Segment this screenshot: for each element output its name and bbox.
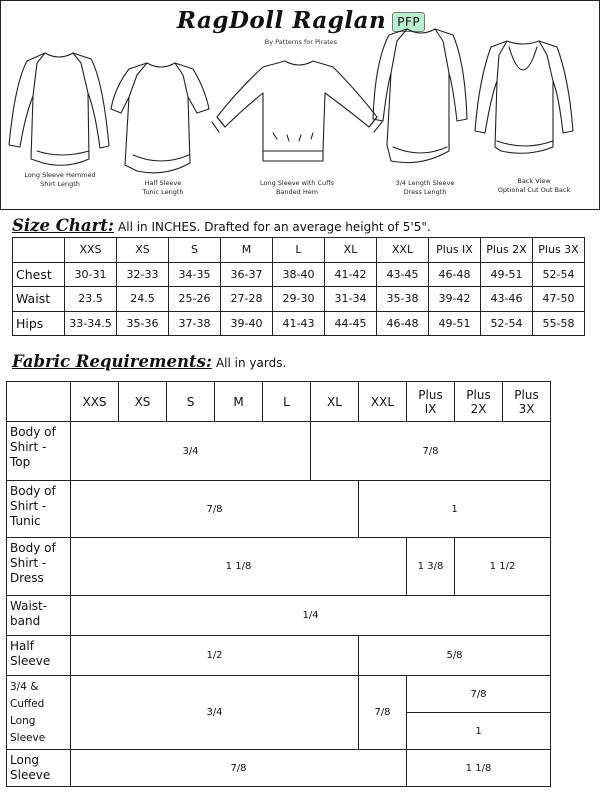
size-header (71, 382, 119, 422)
caption-long-sleeve (9, 171, 111, 189)
fabric-title: Fabric Requirements: (12, 352, 212, 371)
table-cell: 23.5 (65, 287, 117, 312)
size-header-text: Plus (418, 387, 443, 402)
size-header-text: IX (424, 401, 437, 416)
row-label-line: Half (10, 639, 34, 653)
table-row (7, 750, 551, 787)
row-label-body-top (7, 422, 71, 481)
size-header-text: L (283, 394, 290, 409)
table-cell: 52-54 (533, 262, 585, 287)
table-cell: 25-26 (169, 287, 221, 312)
long-sleeve-shirt-icon (9, 53, 109, 165)
size-header (119, 382, 167, 422)
yardage-cell-upper: 7/8 (407, 676, 551, 713)
yardage-cell: 1 1/8 (71, 538, 407, 596)
table-cell: 36-37 (221, 262, 273, 287)
row-label-long-sleeve (7, 750, 71, 787)
size-header: L (273, 238, 325, 263)
corner-cell (13, 238, 65, 263)
row-label-three-quarter-cuffed (7, 676, 71, 750)
table-row (7, 596, 551, 636)
table-cell: 39-40 (221, 311, 273, 336)
size-header-text: XL (327, 394, 342, 409)
table-cell: 38-40 (273, 262, 325, 287)
yardage-cell: 1 (359, 481, 551, 538)
yardage-cell: 1/2 (71, 636, 359, 676)
table-cell: 39-42 (429, 287, 481, 312)
row-label-line: Sleeve (10, 654, 51, 668)
size-header-text: XS (134, 394, 151, 409)
size-header: XS (117, 238, 169, 263)
table-cell: 43-46 (481, 287, 533, 312)
size-header: Plus 2X (481, 238, 533, 263)
size-header-text: 2X (470, 401, 487, 416)
table-cell: 35-38 (377, 287, 429, 312)
size-header (455, 382, 503, 422)
table-row (13, 287, 585, 312)
caption-line: Optional Cut Out Back (497, 186, 571, 194)
caption-cuffs-banded (237, 179, 357, 197)
yardage-cell-lower: 1 (407, 713, 551, 750)
table-cell: 46-48 (377, 311, 429, 336)
caption-half-sleeve (117, 179, 209, 197)
size-header (407, 382, 455, 422)
row-label-line: Body of (10, 484, 56, 498)
row-label-line: Cuffed (10, 698, 45, 710)
three-quarter-sleeve-dress-icon (373, 29, 467, 163)
size-header: Plus IX (429, 238, 481, 263)
caption-back-view (479, 177, 589, 195)
table-cell: 41-42 (325, 262, 377, 287)
yardage-cell: 1 1/2 (455, 538, 551, 596)
size-chart-note: All in INCHES. Drafted for an average height of 5'5". (118, 220, 431, 234)
row-label-line: Sleeve (10, 732, 46, 744)
row-label-line: Body of (10, 425, 56, 439)
table-cell: 34-35 (169, 262, 221, 287)
corner-cell (7, 382, 71, 422)
size-header: XL (325, 238, 377, 263)
yardage-cell: 1 1/8 (407, 750, 551, 787)
size-header-text: M (233, 394, 244, 409)
row-label-body-dress (7, 538, 71, 596)
fabric-heading (12, 352, 286, 371)
table-cell: 52-54 (481, 311, 533, 336)
size-chart-heading (12, 216, 431, 235)
yardage-cell: 1/4 (71, 596, 551, 636)
row-label-line: Shirt - (10, 440, 47, 454)
table-row (7, 636, 551, 676)
caption-line: Dress Length (403, 188, 447, 196)
caption-line: Back View (517, 177, 551, 185)
size-header: S (169, 238, 221, 263)
pattern-header (0, 0, 600, 210)
size-header-text: Plus (466, 387, 491, 402)
row-label-line: Body of (10, 541, 56, 555)
table-cell: 32-33 (117, 262, 169, 287)
caption-line: Long Sleeve with Cuffs (259, 179, 335, 187)
caption-line: Banded Hem (275, 188, 319, 196)
yardage-cell: 7/8 (359, 676, 407, 750)
table-cell: 29-30 (273, 287, 325, 312)
pfp-logo: PFP (392, 12, 425, 32)
caption-line: Long Sleeve Hemmed (24, 171, 96, 179)
row-label-hips: Hips (13, 311, 65, 336)
table-cell: 49-51 (429, 311, 481, 336)
size-header: XXS (65, 238, 117, 263)
pattern-title-text: RagDoll Raglan (176, 7, 387, 34)
table-cell: 27-28 (221, 287, 273, 312)
table-row (7, 538, 551, 596)
table-cell: 41-43 (273, 311, 325, 336)
row-label-waistband (7, 596, 71, 636)
table-row (13, 262, 585, 287)
row-label-line: Sleeve (10, 768, 51, 782)
size-header-text: XXS (82, 394, 107, 409)
row-label-line: Top (10, 455, 31, 469)
table-cell: 33-34.5 (65, 311, 117, 336)
table-cell: 35-36 (117, 311, 169, 336)
table-cell: 46-48 (429, 262, 481, 287)
size-header (359, 382, 407, 422)
table-cell: 47-50 (533, 287, 585, 312)
row-label-half-sleeve (7, 636, 71, 676)
table-cell: 31-34 (325, 287, 377, 312)
size-header: Plus 3X (533, 238, 585, 263)
table-cell: 49-51 (481, 262, 533, 287)
size-header (311, 382, 359, 422)
size-header-text: 3X (518, 401, 535, 416)
row-label-line: Long (10, 753, 40, 767)
size-header: M (221, 238, 273, 263)
yardage-cell: 7/8 (71, 481, 359, 538)
size-header (263, 382, 311, 422)
size-header (167, 382, 215, 422)
yardage-cell: 7/8 (311, 422, 551, 481)
yardage-cell: 3/4 (71, 422, 311, 481)
yardage-cell: 5/8 (359, 636, 551, 676)
table-cell: 55-58 (533, 311, 585, 336)
row-label-line: Tunic (10, 514, 41, 528)
table-row (7, 422, 551, 481)
fabric-requirements-table (6, 381, 551, 787)
size-header: XXL (377, 238, 429, 263)
yardage-cell: 3/4 (71, 676, 359, 750)
row-label-line: Shirt - (10, 556, 47, 570)
row-label-chest: Chest (13, 262, 65, 287)
caption-line: Shirt Length (40, 180, 80, 188)
size-header (215, 382, 263, 422)
cuffed-sleeve-banded-hem-icon (212, 61, 382, 161)
size-chart-table (12, 237, 585, 336)
table-cell: 43-45 (377, 262, 429, 287)
caption-line: Half Sleeve (144, 179, 182, 187)
row-label-line: band (10, 614, 41, 628)
table-cell: 24.5 (117, 287, 169, 312)
half-sleeve-tunic-icon (111, 63, 209, 173)
yardage-cell: 7/8 (71, 750, 407, 787)
row-label-line: Dress (10, 571, 44, 585)
size-chart-title: Size Chart: (12, 216, 115, 235)
caption-line: Tunic Length (142, 188, 184, 196)
fabric-header-row (7, 382, 551, 422)
fabric-note: All in yards. (215, 356, 287, 370)
yardage-cell: 1 3/8 (407, 538, 455, 596)
size-header-text: XXL (370, 394, 395, 409)
pattern-subtitle: By Patterns for Pirates (264, 38, 338, 46)
size-header-text: Plus (514, 387, 539, 402)
table-cell: 37-38 (169, 311, 221, 336)
table-row (13, 311, 585, 336)
size-header-text: S (186, 394, 195, 409)
size-header (503, 382, 551, 422)
back-view-cutout-icon (475, 41, 573, 153)
table-row (7, 676, 551, 713)
table-cell: 44-45 (325, 311, 377, 336)
caption-line: 3/4 Length Sleeve (395, 179, 455, 187)
table-cell: 30-31 (65, 262, 117, 287)
caption-three-quarter (377, 179, 473, 197)
row-label-line: Shirt - (10, 499, 47, 513)
row-label-waist: Waist (13, 287, 65, 312)
row-label-line: 3/4 & (10, 681, 39, 693)
table-row (7, 481, 551, 538)
row-label-body-tunic (7, 481, 71, 538)
row-label-line: Waist- (10, 599, 48, 613)
size-header-row (13, 238, 585, 263)
row-label-line: Long (10, 715, 36, 727)
